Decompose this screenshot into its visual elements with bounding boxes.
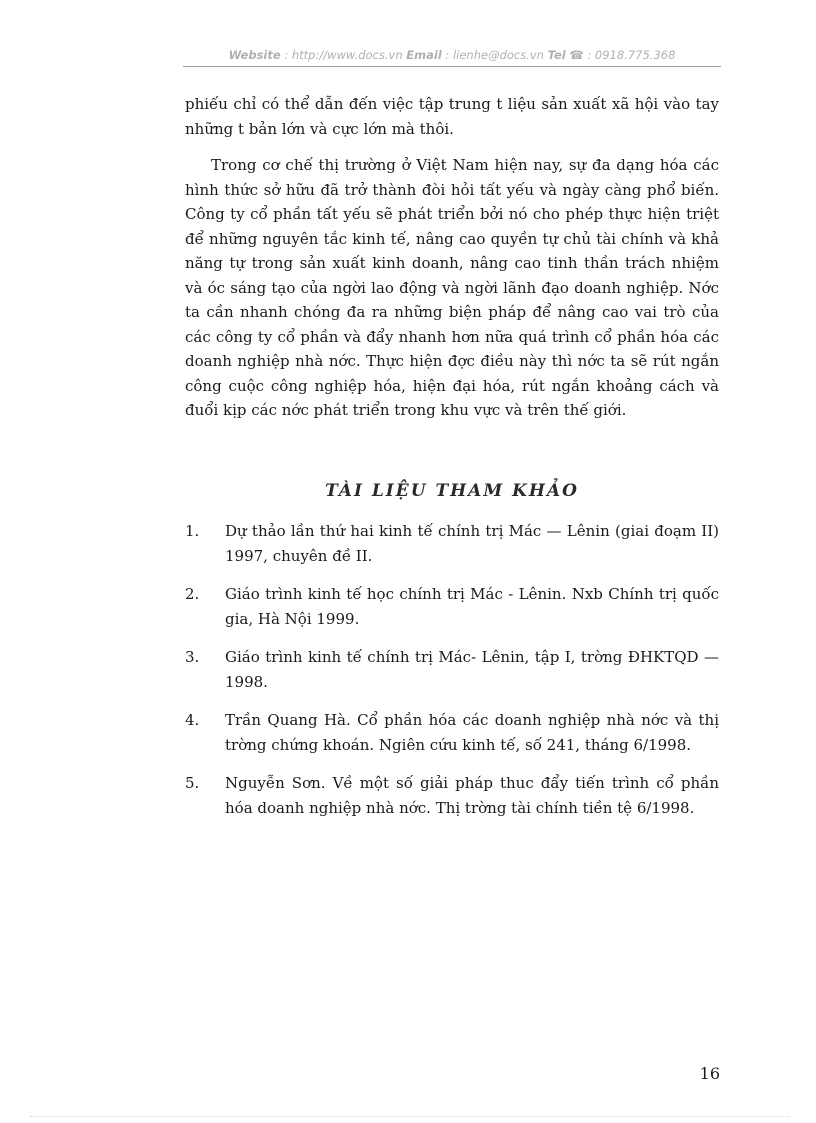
website-url[interactable]: : http://www.docs.vn (284, 48, 403, 62)
reference-text: Trần Quang Hà. Cổ phần hóa các doanh nghiệp nhà nớc và thị trờng chứng khoán. Ngiên cứu kinh tế, số 241, tháng 6/1998. (225, 711, 719, 754)
page-number: 16 (699, 1064, 720, 1083)
references-title: TÀI LIỆU THAM KHẢO (325, 480, 579, 501)
reference-text: Dự thảo lần thứ hai kinh tế chính trị Mác — Lênin (giai đoạm II) 1997, chuyên đề II. (225, 522, 719, 565)
reference-text: Giáo trình kinh tế chính trị Mác- Lênin, tập I, trờng ĐHKTQD — 1998. (225, 648, 719, 691)
tel-value: : 0918.775.368 (587, 48, 676, 62)
website-label: Website (228, 48, 281, 62)
reference-item (185, 645, 719, 694)
reference-number: 5. (185, 774, 200, 792)
reference-item (185, 582, 719, 631)
header-divider (183, 66, 721, 67)
page-header (183, 48, 721, 62)
reference-item (185, 519, 719, 568)
reference-list (185, 519, 719, 820)
reference-item (185, 771, 719, 820)
email-label: Email (406, 48, 442, 62)
tel-label: Tel (547, 48, 566, 62)
reference-number: 4. (185, 711, 200, 729)
reference-text: Nguyễn Sơn. Về một số giải pháp thuc đẩy tiến trình cổ phần hóa doanh nghiệp nhà nớc. Thị trờng tài chính tiền tệ 6/1998. (225, 774, 719, 817)
body-paragraph: phiếu chỉ có thể dẫn đến việc tập trung t liệu sản xuất xã hội vào tay những t bản lớn và cực lớn mà thôi. (185, 95, 719, 138)
email-value[interactable]: : lienhe@docs.vn (445, 48, 544, 62)
body-paragraph: Trong cơ chế thị trường ở Việt Nam hiện nay, sự đa dạng hóa các hình thức sở hữu đã trở thành đòi hỏi tất yếu và ngày càng phổ biến. Công ty cổ phần tất yếu sẽ phát triển bởi nó cho phép thực hiện triệt để những nguyên tắc kinh tế, nâng cao quyền tự chủ tài chính và khả năng tự trong sản xuất kinh doanh, nâng cao tinh thần trách nhiệm và óc sáng tạo của ngời lao động và ngời lãnh đạo doanh nghiệp. Nớc ta cần nhanh chóng đa ra những biện pháp để nâng cao vai trò của các công ty cổ phần và đẩy nhanh hơn nữa quá trình cổ phần hóa các doanh nghiệp nhà nớc. Thực hiện đợc điều này thì nớc ta sẽ rút ngắn công cuộc công nghiệp hóa, hiện đại hóa, rút ngắn khoảng cách và đuổi kịp các nớc phát triển trong khu vực và trên thế giới. (185, 156, 719, 419)
page-content (185, 92, 719, 834)
phone-icon: ☎ (569, 48, 584, 62)
reference-number: 3. (185, 648, 200, 666)
reference-item (185, 708, 719, 757)
reference-number: 2. (185, 585, 200, 603)
reference-text: Giáo trình kinh tế học chính trị Mác - Lênin. Nxb Chính trị quốc gia, Hà Nội 1999. (225, 585, 719, 628)
footer-divider (30, 1116, 790, 1117)
reference-number: 1. (185, 522, 200, 540)
